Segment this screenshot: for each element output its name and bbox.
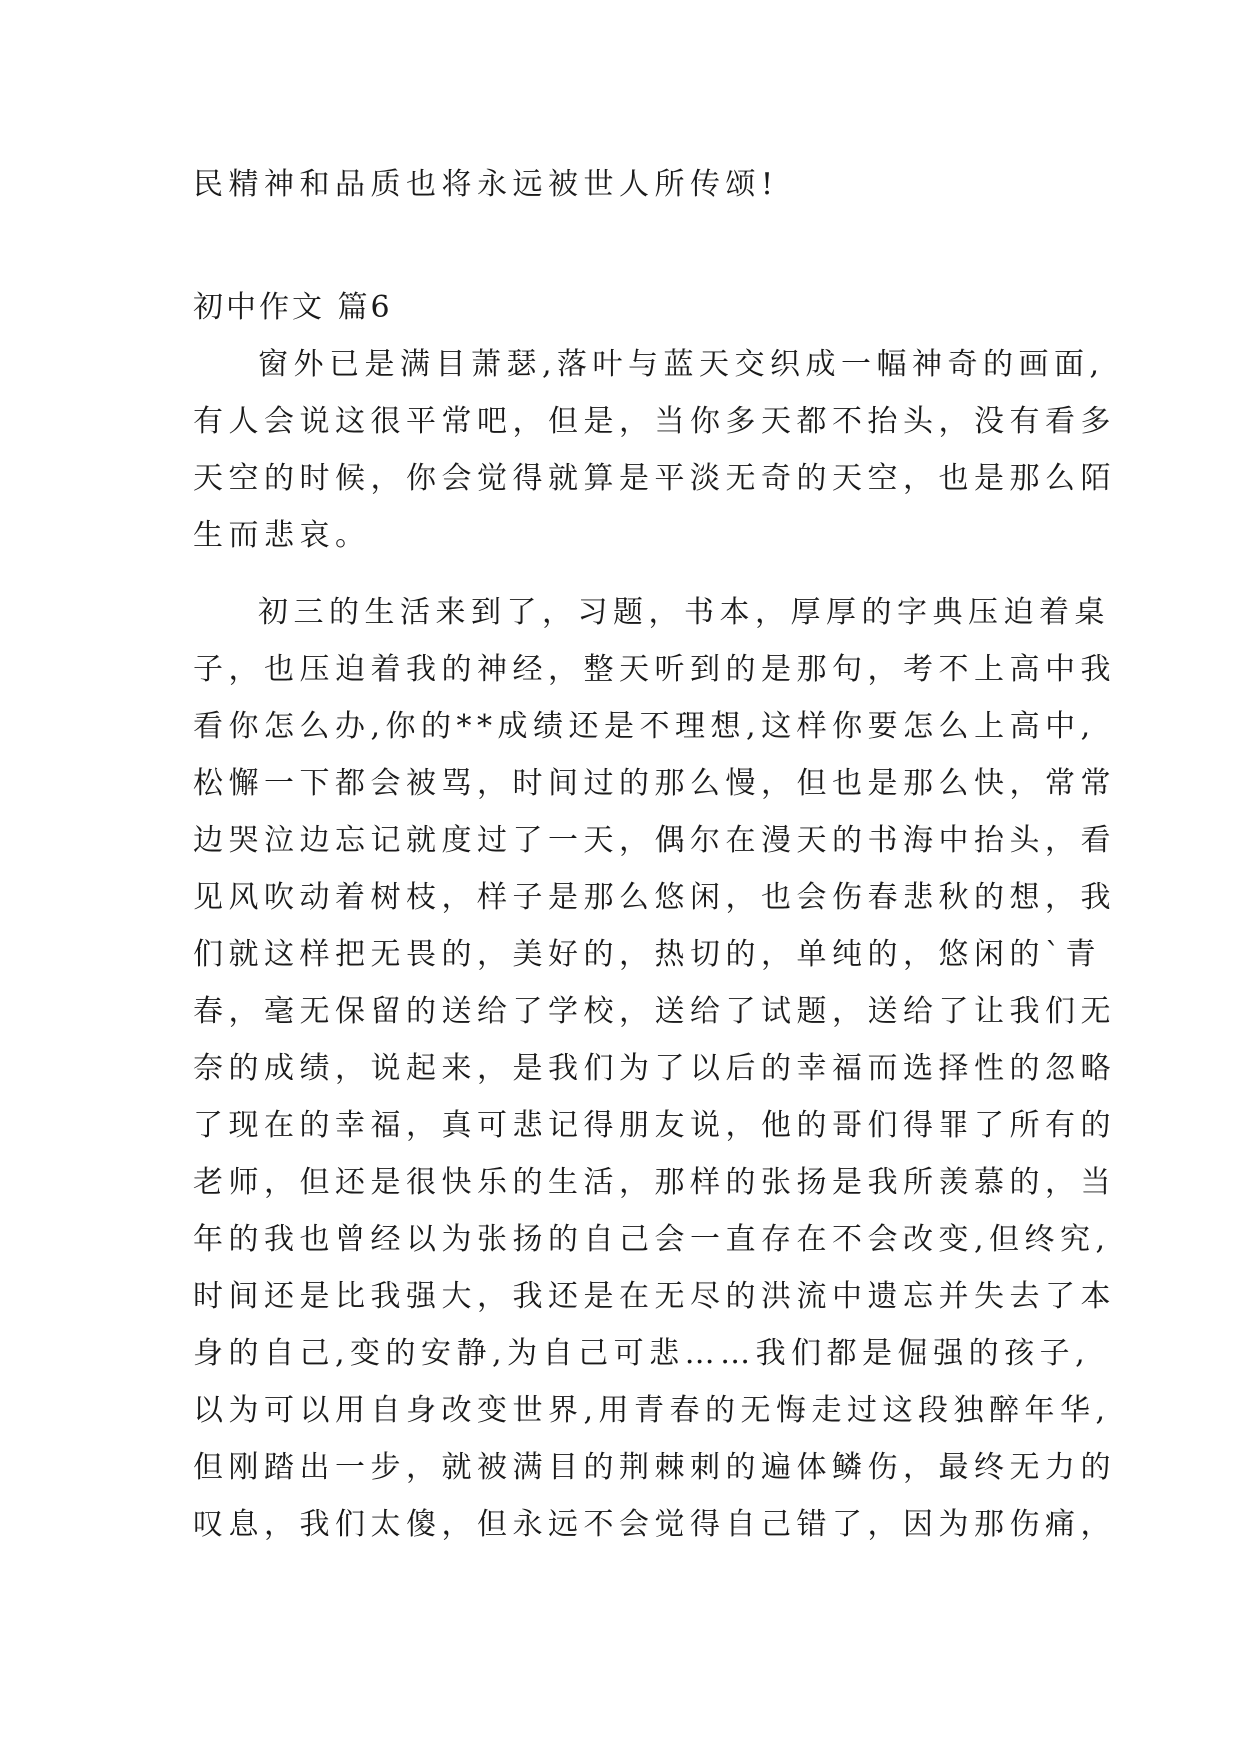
paragraph-line: 们就这样把无畏的，美好的，热切的，单纯的，悠闲的`青 [193,937,1101,972]
paragraph-line: 春，毫无保留的送给了学校，送给了试题，送给了让我们无 [193,994,1116,1029]
paragraph-line: 了现在的幸福，真可悲记得朋友说，他的哥们得罪了所有的 [193,1108,1116,1143]
paragraph-1 [193,336,1116,564]
paragraph-line: 以为可以用自身改变世界,用青春的无悔走过这段独醉年华, [193,1393,1111,1428]
paragraph-line: 看你怎么办,你的**成绩还是不理想,这样你要怎么上高中, [193,709,1096,744]
paragraph-line: 初三的生活来到了，习题，书本，厚厚的字典压迫着桌 [258,595,1110,630]
paragraph-line: 老师，但还是很快乐的生活，那样的张扬是我所羡慕的，当 [193,1165,1116,1200]
paragraph-2 [193,584,1116,1553]
paragraph-line: 有人会说这很平常吧，但是，当你多天都不抬头，没有看多 [193,404,1116,439]
paragraph-line: 子，也压迫着我的神经，整天听到的是那句，考不上高中我 [193,652,1116,687]
section-heading: 初中作文 篇6 [193,290,393,325]
document-body [193,156,1116,1553]
paragraph-line: 边哭泣边忘记就度过了一天，偶尔在漫天的书海中抬头，看 [193,823,1116,858]
carryover-line: 民精神和品质也将永远被世人所传颂! [193,167,779,202]
paragraph-line: 松懈一下都会被骂，时间过的那么慢，但也是那么快，常常 [193,766,1116,801]
paragraph-line: 年的我也曾经以为张扬的自己会一直存在不会改变,但终究, [193,1222,1111,1257]
paragraph-line: 奈的成绩，说起来，是我们为了以后的幸福而选择性的忽略 [193,1051,1116,1086]
paragraph-line: 时间还是比我强大，我还是在无尽的洪流中遗忘并失去了本 [193,1279,1116,1314]
paragraph-line: 身的自己,变的安静,为自己可悲……我们都是倔强的孩子, [193,1336,1091,1371]
paragraph-line: 生而悲哀。 [193,518,371,553]
paragraph-line: 天空的时候，你会觉得就算是平淡无奇的天空，也是那么陌 [193,461,1116,496]
paragraph-line: 窗外已是满目萧瑟,落叶与蓝天交织成一幅神奇的画面, [258,347,1105,382]
paragraph-line: 但刚踏出一步，就被满目的荆棘刺的遍体鳞伤，最终无力的 [193,1450,1116,1485]
paragraph-line: 叹息，我们太傻，但永远不会觉得自己错了，因为那伤痛， [193,1507,1116,1542]
paragraph-line: 见风吹动着树枝，样子是那么悠闲，也会伤春悲秋的想，我 [193,880,1116,915]
